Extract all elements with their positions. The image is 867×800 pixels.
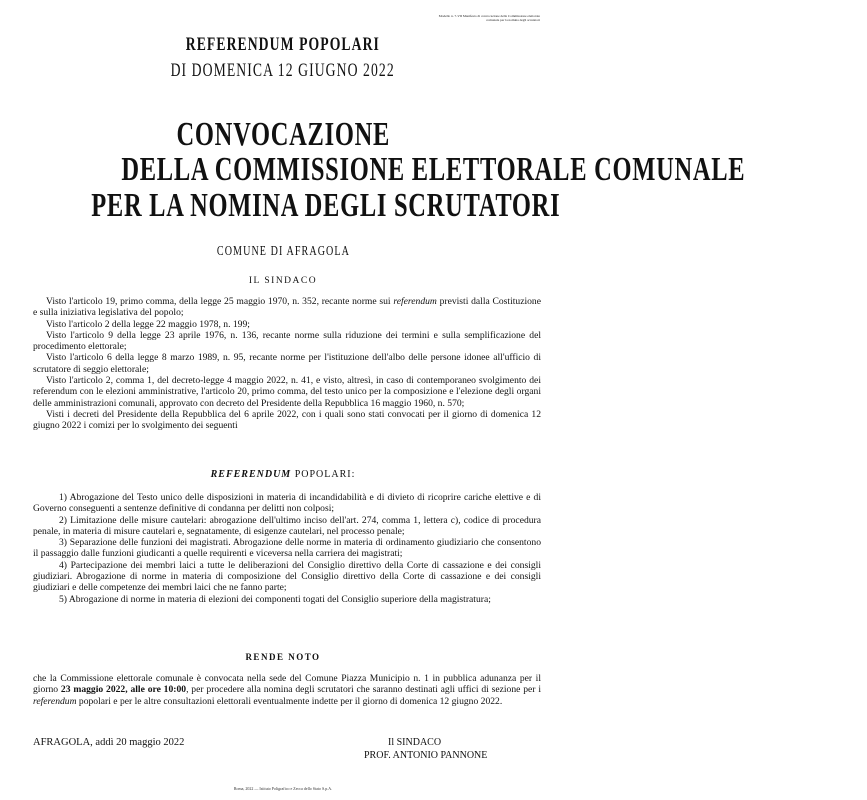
referendum-item: 2) Limitazione delle misure cautelari: abrogazione dell'ultimo inciso dell'art. 274, comma 1, lettera c), codice di procedura penale, in materia di misure cautelari e, segnatamente, di esigenze cautelari, nel processo penale; bbox=[33, 514, 541, 537]
signature-name: PROF. ANTONIO PANNONE bbox=[364, 750, 488, 761]
visto-p1-a: Visto l'articolo 19, primo comma, della legge 25 maggio 1970, n. 352, recante norme sui bbox=[46, 296, 394, 307]
header-line-2-text: DI DOMENICA 12 GIUGNO 2022 bbox=[170, 60, 396, 81]
convocation-date: 23 maggio 2022, alle ore 10:00 bbox=[60, 684, 187, 696]
referendum-item: 3) Separazione delle funzioni dei magistrati. Abrogazione delle norme in materia di ordinamento giudiziario che consentono il passaggio dalle funzioni giudicanti a quelle requirenti e viceversa nella carriera dei magistrati; bbox=[33, 537, 541, 560]
referendum-item: 1) Abrogazione del Testo unico delle disposizioni in materia di incandidabilità e di divieto di ricoprire cariche elettive e di Governo conseguenti a sentenze definitive di condanna per delitti non colposi; bbox=[33, 492, 541, 515]
convocation-c: popolari e per le altre consultazioni elettorali eventualmente indette per il giorno di domenica 12 giugno 2022. bbox=[76, 695, 503, 707]
title-line-3 bbox=[0, 188, 566, 224]
sindaco-heading-text: IL SINDACO bbox=[248, 276, 318, 286]
header-line-2 bbox=[0, 60, 566, 82]
visto-p1-b: previsti dalla Costituzione e sulla iniziativa legislativa del popolo; bbox=[33, 296, 541, 319]
title-line-1-text: CONVOCAZIONE bbox=[176, 116, 390, 153]
referendum-item: 5) Abrogazione di norme in materia di elezioni dei componenti togati del Consiglio superiore della magistratura; bbox=[59, 593, 491, 605]
convocation-a: che la Commissione elettorale comunale è convocata nella sede del Comune Piazza Municipio n. 1 in pubblica adunanza per il giorno bbox=[33, 673, 541, 696]
sindaco-heading bbox=[0, 276, 566, 286]
convocation-em: referendum bbox=[33, 695, 77, 707]
rende-noto-text: RENDE NOTO bbox=[245, 652, 321, 662]
referendum-heading-plain: POPOLARI: bbox=[291, 469, 356, 480]
referendum-items-list bbox=[33, 492, 541, 605]
title-line-2 bbox=[0, 151, 746, 188]
signature-role: Il SINDACO bbox=[388, 737, 442, 748]
comune-name-text: COMUNE DI AFRAGOLA bbox=[216, 244, 350, 259]
visto-paragraph: Visto l'articolo 6 della legge 8 marzo 1989, n. 95, recante norme per l'istituzione dell'albo delle persone idonee all'ufficio di scrutatore di seggio elettorale; bbox=[33, 352, 541, 375]
visto-paragraph: Visti i decreti del Presidente della Repubblica del 6 aprile 2022, con i quali sono stati convocati per il giorno di domenica 12 giugno 2022 i comizi per lo svolgimento dei seguenti bbox=[33, 408, 541, 432]
title-line-3-text: PER LA NOMINA DEGLI SCRUTATORI bbox=[91, 187, 561, 224]
referendum-heading-italic: REFERENDUM bbox=[210, 469, 292, 480]
visto-paragraph: Visto l'articolo 2 della legge 22 maggio 1978, n. 199; bbox=[46, 318, 250, 330]
title-line-1 bbox=[0, 117, 566, 153]
convocation-text bbox=[33, 673, 541, 707]
visto-p1-em: referendum bbox=[393, 296, 437, 307]
visto-paragraph bbox=[33, 296, 541, 319]
rende-noto-heading bbox=[0, 652, 566, 662]
convocation-b: , per procedere alla nomina degli scrutatori che saranno destinati agli uffici di sezione per i bbox=[186, 684, 541, 696]
visto-paragraph: Visto l'articolo 2, comma 1, del decreto-legge 4 maggio 2022, n. 41, e visto, altresì, in caso di contemporaneo svolgimento dei referendum con le elezioni amministrative, l'articolo 20, primo comma, del testo unico per la composizione e l'elezione degli organi delle amministrazioni comunali, approvato con decreto del Presidente della Repubblica 16 maggio 1960, n. 570; bbox=[33, 375, 541, 409]
model-tag: Modello n. 7-VII Manifesto di convocazione della Commissione elettorale comunale per la nomina degli scrutatori bbox=[438, 14, 540, 22]
comune-name bbox=[0, 244, 566, 260]
referendum-heading bbox=[0, 469, 566, 480]
header-line-1-text: REFERENDUM POPOLARI bbox=[185, 34, 381, 55]
referendum-item: 4) Partecipazione dei membri laici a tutte le deliberazioni del Consiglio direttivo della Corte di cassazione e dei consigli giudiziari. Abrogazione di norme in materia di composizione del Consiglio direttivo della Corte di cassazione e dei consigli giudiziari e delle competenze dei membri laici che ne fanno parte; bbox=[33, 559, 541, 594]
printer-footer: Roma, 2022 — Istituto Poligrafico e Zecca dello Stato S.p.A. bbox=[233, 786, 333, 791]
place-date: AFRAGOLA, addì 20 maggio 2022 bbox=[33, 737, 185, 748]
title-line-2-text: DELLA COMMISSIONE ELETTORALE COMUNALE bbox=[121, 151, 746, 188]
visto-section bbox=[33, 296, 541, 432]
convocation-paragraph bbox=[33, 673, 541, 707]
header-line-1 bbox=[0, 34, 566, 56]
visto-paragraph: Visto l'articolo 9 della legge 23 aprile 1976, n. 136, recante norme sulla riduzione dei termini e sulla semplificazione del procedimento elettorale; bbox=[33, 329, 541, 353]
